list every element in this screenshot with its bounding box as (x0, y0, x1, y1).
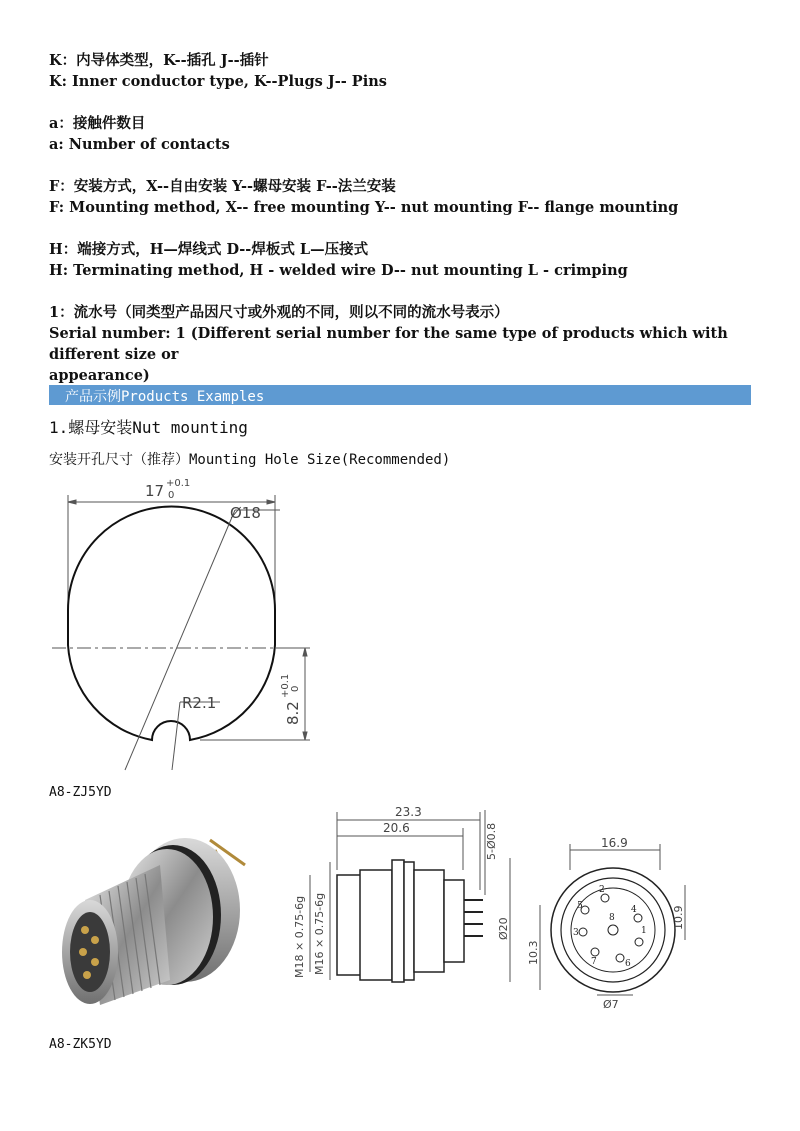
def-a-cn: a：接触件数目 (49, 115, 146, 132)
side-body: 20.6 (383, 821, 410, 835)
pin-label-3: 3 (573, 928, 579, 938)
hole-height-tol-low: 0 (290, 685, 301, 692)
hole-caption: 安装开孔尺寸（推荐）Mounting Hole Size(Recommended) (49, 452, 451, 468)
side-thread1: M18 × 0.75-6g (293, 895, 306, 978)
hole-width-tol-up: +0.1 (166, 478, 191, 489)
def-a-en: a: Number of contacts (49, 136, 230, 153)
pin-label-1: 1 (641, 926, 647, 936)
front-view-drawing (525, 830, 700, 1010)
pin-label-5: 5 (577, 901, 583, 911)
def-serial (49, 302, 759, 386)
model-2-caption: A8-ZK5YD (49, 1037, 112, 1052)
side-view-drawing (285, 800, 525, 995)
def-serial-en2: appearance) (49, 367, 150, 384)
def-f-cn: F：安装方式，X--自由安装 Y--螺母安装 F--法兰安装 (49, 178, 396, 195)
pin-label-7: 7 (591, 957, 597, 967)
subtitle: 1.螺母安装Nut mounting (49, 418, 248, 437)
model-1-caption: A8-ZJ5YD (49, 785, 112, 800)
def-f (49, 176, 678, 218)
def-h-en: H: Terminating method, H - welded wire D-- nut mounting L - crimping (49, 262, 628, 279)
def-h (49, 239, 628, 281)
pin-label-4: 4 (631, 905, 637, 915)
def-serial-cn: 1：流水号（同类型产品因尺寸或外观的不同，则以不同的流水号表示） (49, 304, 509, 321)
pin-label-2: 2 (599, 885, 605, 895)
front-center: Ø7 (603, 998, 619, 1010)
def-h-cn: H：端接方式，H—焊线式 D--焊板式 L—压接式 (49, 241, 369, 258)
def-serial-en: Serial number: 1 (Different serial number for the same type of products which with different size or (49, 325, 728, 363)
hole-width: 17 (145, 482, 165, 500)
front-h2: 10.3 (527, 940, 540, 965)
pin-label-6: 6 (625, 959, 631, 969)
section-bar-title: 产品示例Products Examples (65, 389, 265, 405)
hole-diameter: Ø18 (230, 504, 261, 522)
hole-height: 8.2 (284, 701, 302, 725)
front-h1: 10.9 (672, 905, 685, 930)
hole-height-tol-up: +0.1 (280, 673, 291, 698)
hole-width-tol-low: 0 (168, 490, 175, 501)
side-dia: Ø20 (497, 917, 510, 940)
def-k-en: K: Inner conductor type, K--Plugs J-- Pins (49, 73, 387, 90)
front-width: 16.9 (601, 836, 628, 850)
product-photo (45, 820, 260, 1020)
def-k-cn: K：内导体类型，K--插孔 J--插针 (49, 52, 269, 69)
side-total: 23.3 (395, 805, 422, 819)
def-f-en: F: Mounting method, X-- free mounting Y-- nut mounting F-- flange mounting (49, 199, 679, 216)
side-thread2: M16 × 0.75-6g (313, 892, 326, 975)
pin-label-8: 8 (609, 913, 615, 923)
def-k (49, 50, 387, 92)
mounting-hole-drawing (40, 470, 330, 780)
hole-radius: R2.1 (182, 694, 217, 712)
def-a (49, 113, 230, 155)
side-pin: 5-Ø0.8 (485, 822, 498, 860)
section-bar (49, 385, 751, 405)
